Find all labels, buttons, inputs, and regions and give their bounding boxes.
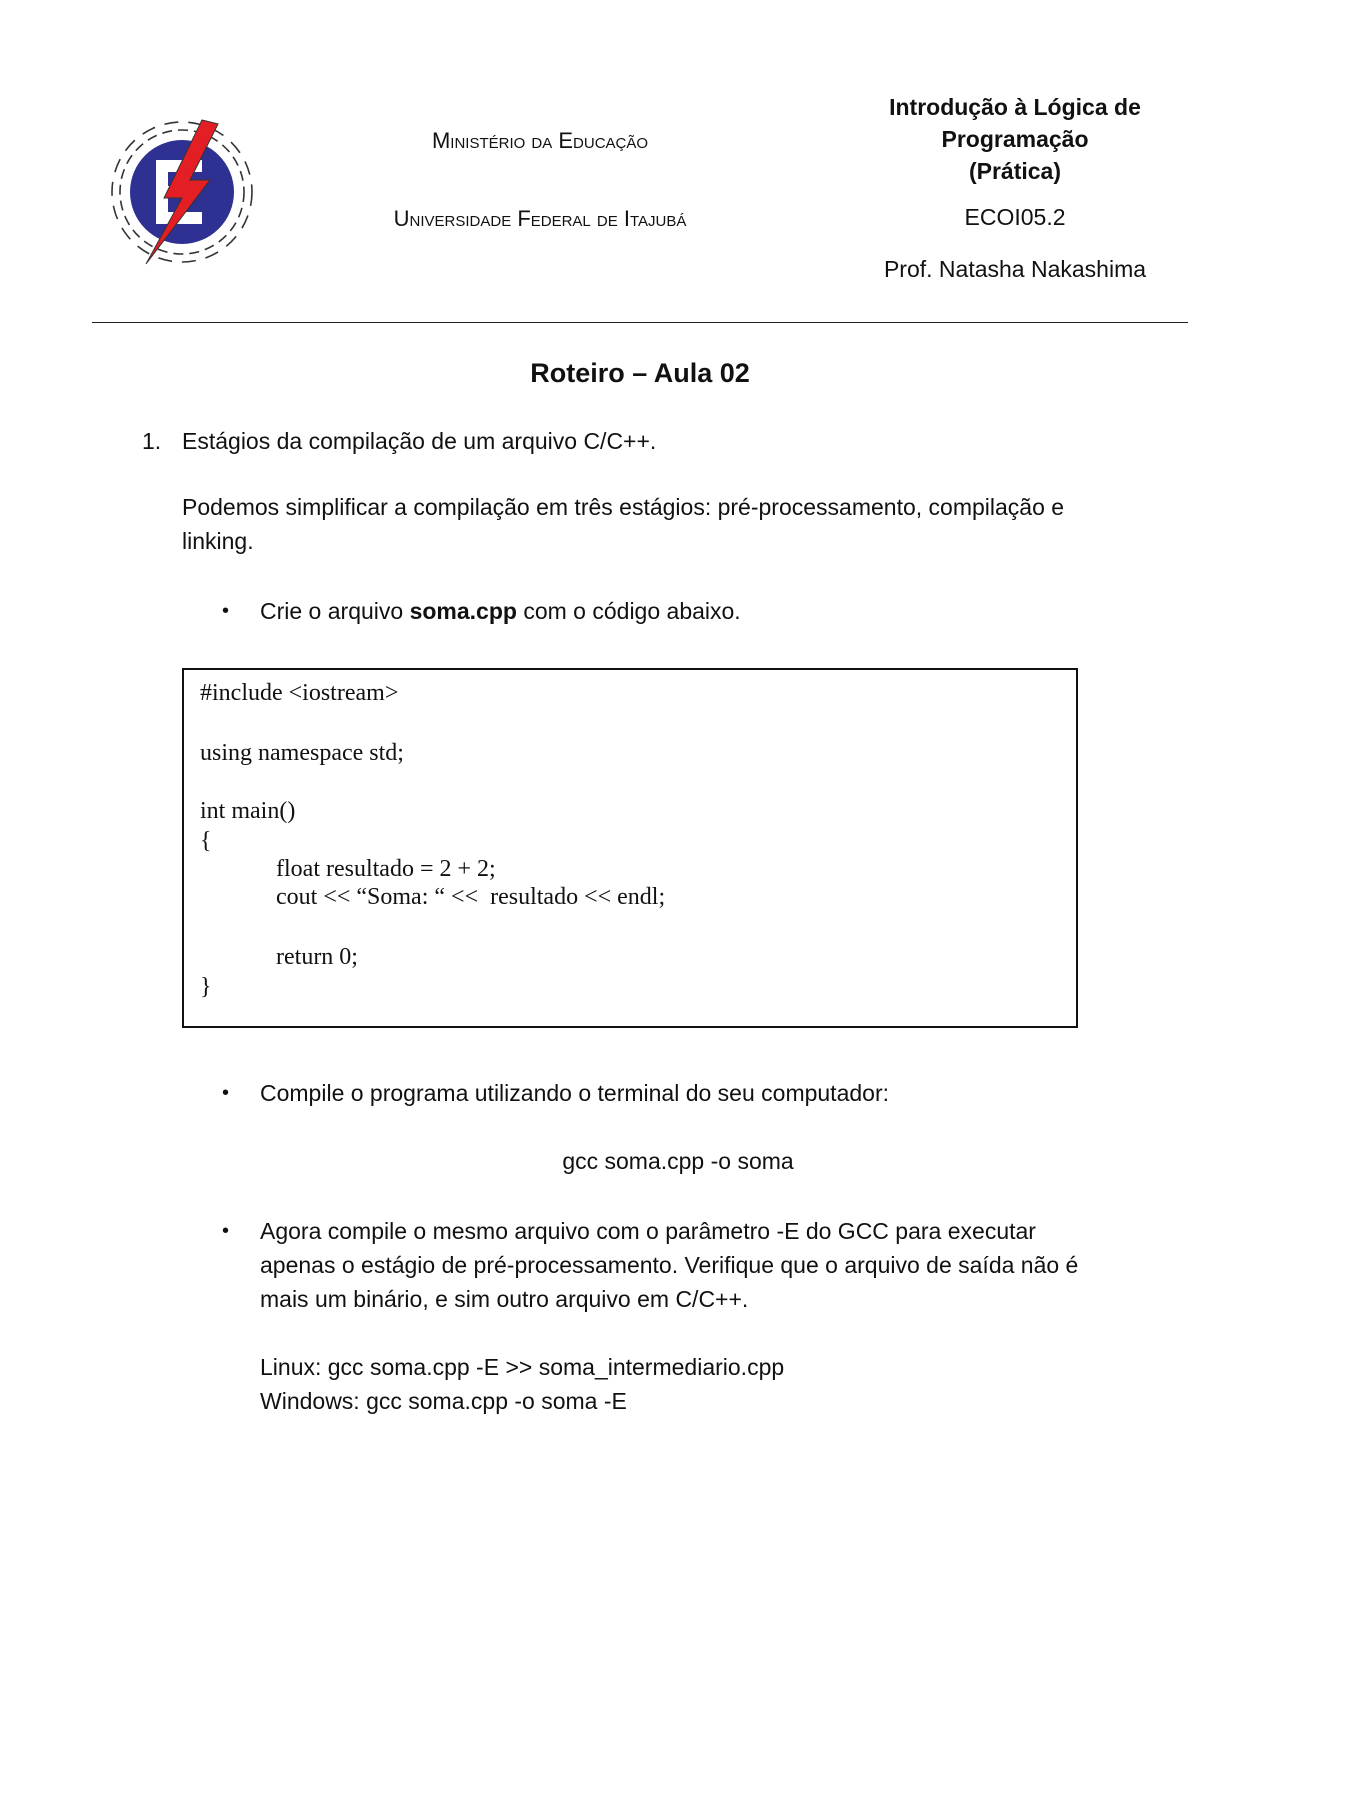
bullet-icon: • xyxy=(222,600,230,622)
code-block xyxy=(182,668,1078,1028)
course-title-line2: Programação xyxy=(941,126,1089,152)
code-line: return 0; xyxy=(276,944,358,970)
header-divider xyxy=(92,322,1188,323)
university-logo xyxy=(106,103,258,268)
bullet-compile: Compile o programa utilizando o terminal do seu computador: xyxy=(260,1080,889,1106)
logo-letter: E xyxy=(106,103,117,120)
item-heading: Estágios da compilação de um arquivo C/C++. xyxy=(182,428,657,454)
bullet-icon: • xyxy=(222,1220,230,1242)
filename: soma.cpp xyxy=(409,598,517,624)
windows-command: Windows: gcc soma.cpp -o soma -E xyxy=(260,1388,627,1414)
bullet-preprocess-line-3: mais um binário, e sim outro arquivo em C/C++. xyxy=(260,1286,749,1312)
code-line: int main() xyxy=(200,798,296,824)
document-title: Roteiro – Aula 02 xyxy=(530,358,750,388)
code-line: using namespace std; xyxy=(200,740,404,766)
code-line: cout << “Soma: “ << resultado << endl; xyxy=(276,884,666,910)
course-code: ECOI05.2 xyxy=(964,204,1066,230)
code-line: } xyxy=(200,974,212,1000)
university-name: Universidade Federal de Itajubá xyxy=(393,206,687,231)
code-line: float resultado = 2 + 2; xyxy=(276,856,496,882)
course-title-line3: (Prática) xyxy=(968,158,1062,184)
intro-line-2: linking. xyxy=(182,528,254,554)
course-title-line1: Introdução à Lógica de xyxy=(889,94,1141,120)
item-number: 1. xyxy=(142,428,162,454)
bullet-create-file: Crie o arquivo soma.cpp com o código abaixo. xyxy=(260,598,741,624)
ministry-name: Ministério da Educação xyxy=(431,128,649,153)
professor-name: Prof. Natasha Nakashima xyxy=(883,256,1147,282)
bullet-preprocess-line-1: Agora compile o mesmo arquivo com o parâmetro -E do GCC para executar xyxy=(260,1218,1036,1244)
intro-line-1: Podemos simplificar a compilação em três estágios: pré-processamento, compilação e xyxy=(182,494,1065,520)
code-line: { xyxy=(200,828,212,854)
linux-command: Linux: gcc soma.cpp -E >> soma_intermediario.cpp xyxy=(260,1354,785,1380)
bullet-icon: • xyxy=(222,1082,230,1104)
bullet-preprocess-line-2: apenas o estágio de pré-processamento. Verifique que o arquivo de saída não é xyxy=(260,1252,1079,1278)
code-line: #include <iostream> xyxy=(200,680,399,706)
compile-command: gcc soma.cpp -o soma xyxy=(562,1148,794,1174)
